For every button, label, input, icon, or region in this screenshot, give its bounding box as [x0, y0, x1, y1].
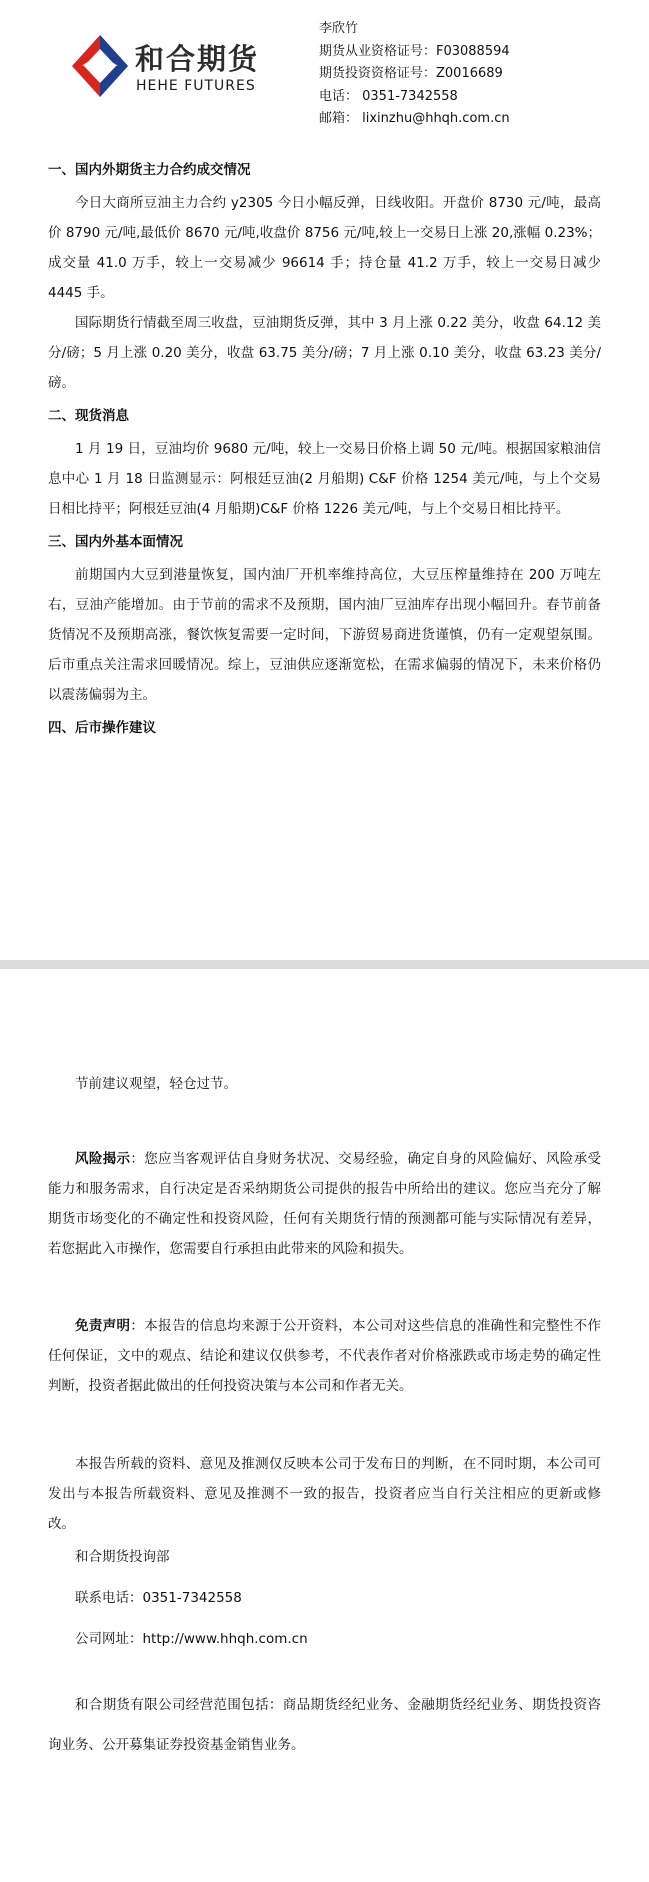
section-4-title: 四、后市操作建议 [48, 720, 156, 736]
logo-text-en: HEHE FUTURES [136, 78, 256, 94]
trading-advice: 节前建议观望，轻仓过节。 [75, 1076, 237, 1092]
section-2-title: 二、现货消息 [48, 408, 129, 424]
analyst-contact [319, 18, 510, 131]
section-3-title: 三、国内外基本面情况 [48, 534, 183, 550]
footer-department: 和合期货投询部 [75, 1549, 170, 1565]
analyst-phone: 电话： 0351-7342558 [319, 88, 458, 104]
section-2-paragraph-1: 1 月 19 日，豆油均价 9680 元/吨，较上一交易日价格上调 50 元/吨。根据国家粮油信息中心 1 月 18 日监测显示：阿根廷豆油(2 月船期) C&F 价格 1254 美元/吨，与上个交易日相比持平；阿根廷豆油(4 月船期)C&F 价格 1226 美元/吨，与上个交易日相比持平。 [48, 441, 601, 517]
logo-text-cn: 和合期货 [135, 42, 260, 76]
risk-disclosure-label: 风险揭示 [75, 1151, 131, 1167]
analyst-license: 期货从业资格证号：F03088594 [319, 43, 510, 59]
section-1-title: 一、国内外期货主力合约成交情况 [48, 162, 251, 178]
footer-business-scope: 和合期货有限公司经营范围包括：商品期货经纪业务、金融期货经纪业务、期货投资咨询业务、公开募集证券投资基金销售业务。 [48, 1697, 601, 1753]
analyst-name: 李欣竹 [319, 21, 359, 36]
section-1-paragraph-1: 今日大商所豆油主力合约 y2305 今日小幅反弹，日线收阳。开盘价 8730 元/吨，最高价 8790 元/吨,最低价 8670 元/吨,收盘价 8756 元/吨,较上一交易日上涨 20,涨幅 0.23%；成交量 41.0 万手，较上一交易减少 96614 手；持仓量 41.2 万手，较上一交易日减少 4445 手。 [48, 195, 601, 301]
analyst-email: 邮箱： lixinzhu@hhqh.com.cn [319, 111, 510, 126]
disclaimer-note: 本报告所载的资料、意见及推测仅反映本公司于发布日的判断，在不同时期，本公司可发出与本报告所载资料、意见及推测不一致的报告，投资者应当自行关注相应的更新或修改。 [48, 1456, 601, 1532]
disclaimer-text: ：本报告的信息均来源于公开资料，本公司对这些信息的准确性和完整性不作任何保证，文中的观点、结论和建议仅供参考，不代表作者对价格涨跌或市场走势的确定性判断，投资者据此做出的任何投资决策与本公司和作者无关。 [48, 1318, 601, 1394]
footer-website: 公司网址：http://www.hhqh.com.cn [75, 1631, 308, 1647]
risk-disclosure-text: ：您应当客观评估自身财务状况、交易经验，确定自身的风险偏好、风险承受能力和服务需求，自行决定是否采纳期货公司提供的报告中所给出的建议。您应当充分了解期货市场变化的不确定性和投资风险，任何有关期货行情的预测都可能与实际情况有差异，若您据此入市操作，您需要自行承担由此带来的风险和损失。 [48, 1151, 601, 1257]
page-separator [0, 960, 649, 969]
disclaimer-label: 免责声明 [75, 1318, 131, 1334]
footer-phone: 联系电话：0351-7342558 [75, 1590, 242, 1606]
risk-disclosure [48, 1144, 601, 1264]
company-logo [70, 33, 260, 103]
hehe-logo-icon [70, 33, 130, 99]
section-1-paragraph-2: 国际期货行情截至周三收盘，豆油期货反弹，其中 3 月上涨 0.22 美分，收盘 64.12 美分/磅；5 月上涨 0.20 美分，收盘 63.75 美分/磅；7 月上涨 0.10 美分，收盘 63.23 美分/磅。 [48, 315, 601, 391]
section-3-paragraph-1: 前期国内大豆到港量恢复，国内油厂开机率维持高位，大豆压榨量维持在 200 万吨左右，豆油产能增加。由于节前的需求不及预期，国内油厂豆油库存出现小幅回升。春节前备货情况不及预期高涨，餐饮恢复需要一定时间，下游贸易商进货谨慎，仍有一定观望氛围。后市重点关注需求回暖情况。综上，豆油供应逐渐宽松，在需求偏弱的情况下，未来价格仍以震荡偏弱为主。 [48, 567, 601, 703]
analyst-advisory-license: 期货投资资格证号：Z0016689 [319, 66, 503, 81]
disclaimer-statement [48, 1311, 601, 1401]
report-page-2 [0, 969, 649, 1882]
report-body [48, 152, 601, 746]
